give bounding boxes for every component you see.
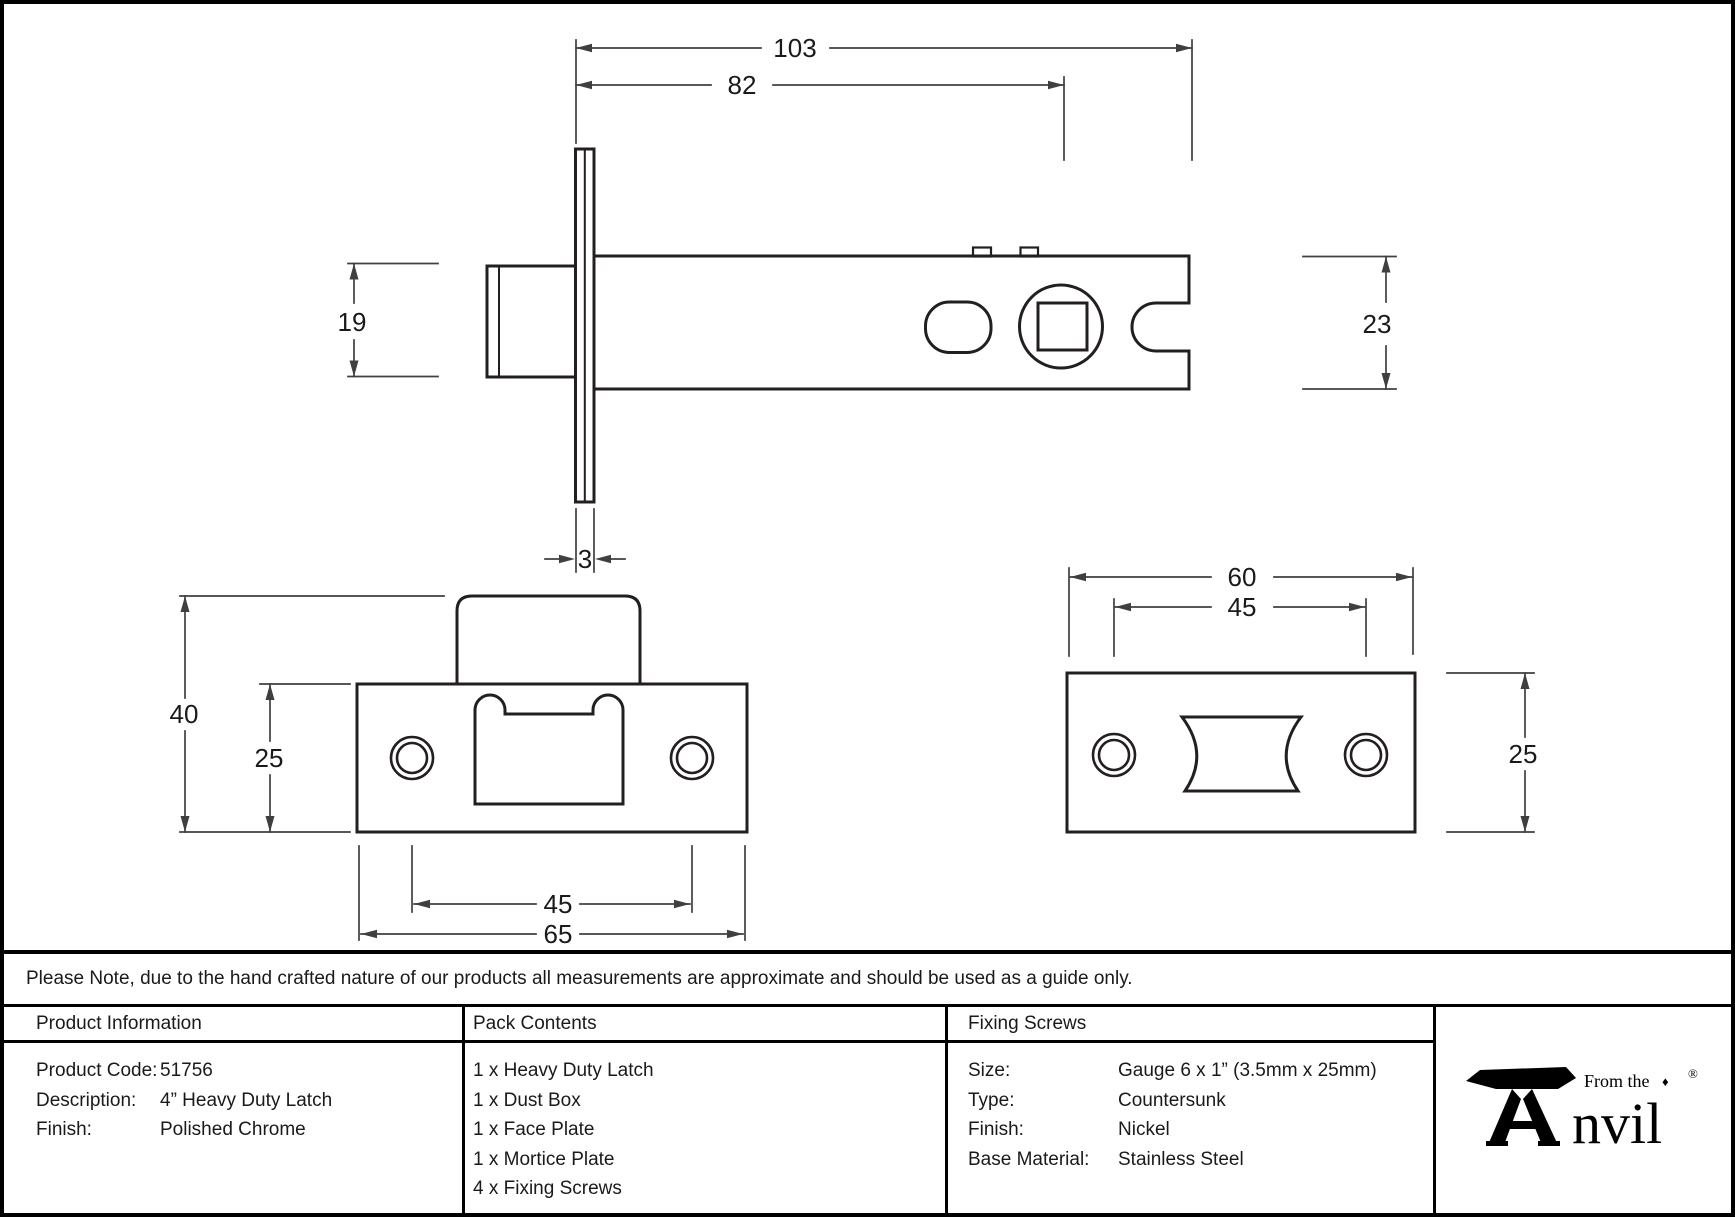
face-plate-outline (357, 596, 747, 832)
pack-item: 4 x Fixing Screws (473, 1178, 622, 1199)
side-view-arrowheads (350, 44, 1391, 563)
product-information-column (4, 1007, 462, 1213)
strike-plate-dimension-lines (1069, 568, 1534, 832)
screw-type-row (968, 1086, 1433, 1116)
latch-side-outline (487, 149, 1189, 502)
dim-backset: 82 (727, 70, 757, 100)
case-slot (926, 302, 992, 353)
pack-contents-column (462, 1007, 945, 1213)
pack-item: 1 x Mortice Plate (473, 1148, 615, 1170)
logo-anvil-text: nvil (1571, 1091, 1662, 1155)
fixing-screws-column (945, 1007, 1433, 1213)
strike-plate (1067, 673, 1415, 832)
measurement-note-text: Please Note, due to the hand crafted nature of our products all measurements are approximate and should be used as a guide only. (26, 968, 1133, 989)
face-plate (357, 684, 747, 832)
screw-size-label: Size: (968, 1060, 1011, 1081)
base-material-row (968, 1145, 1433, 1175)
pack-contents-header: Pack Contents (465, 1007, 945, 1043)
dim-plate-width: 65 (543, 919, 573, 949)
dim-screw-centres: 45 (543, 889, 573, 919)
product-code-label: Product Code: (36, 1060, 158, 1081)
brand-logo-cell (1433, 1007, 1731, 1213)
dust-box-tab (457, 596, 640, 684)
strike-plate-outline (1067, 673, 1415, 832)
strike-plate-arrowheads (1070, 573, 1530, 832)
side-view-dimension-lines (348, 40, 1396, 572)
face-plate-drawing (170, 596, 747, 949)
screw-size-value: Gauge 6 x 1” (3.5mm x 25mm) (1118, 1060, 1377, 1081)
finish-row (36, 1115, 462, 1145)
dim-bolt-height: 19 (337, 307, 367, 337)
screw-type-label: Type: (968, 1089, 1015, 1111)
dim-overall-height: 40 (169, 699, 199, 729)
latch-bolt (487, 266, 576, 377)
product-code-row (36, 1056, 462, 1086)
latch-case (594, 256, 1189, 389)
pack-item: 1 x Face Plate (473, 1119, 595, 1140)
dim-case-height: 23 (1362, 309, 1392, 339)
logo-registered-mark: ® (1687, 1066, 1698, 1081)
strike-cutout (1182, 717, 1301, 791)
base-material-value: Stainless Steel (1118, 1148, 1244, 1170)
measurement-note-bar (4, 950, 1731, 1007)
finish-label: Finish: (36, 1119, 92, 1140)
dim-plate-height: 25 (254, 743, 284, 773)
screw-finish-label: Finish: (968, 1119, 1024, 1140)
description-label: Description: (36, 1089, 137, 1111)
side-view-drawing (338, 33, 1396, 574)
description-row (36, 1086, 462, 1116)
logo-diamond: ♦ (1661, 1074, 1669, 1089)
spindle-square-hole (1038, 303, 1087, 350)
description-value: 4” Heavy Duty Latch (160, 1089, 333, 1111)
anvil-icon (1466, 1067, 1576, 1146)
screw-type-value: Countersunk (1118, 1089, 1226, 1111)
dim-strike-screw-centres: 45 (1227, 592, 1257, 622)
product-information-header: Product Information (4, 1007, 462, 1043)
spec-table (4, 1007, 1731, 1213)
dim-faceplate-thickness: 3 (577, 544, 593, 574)
from-the-anvil-logo (1466, 1065, 1702, 1155)
base-material-label: Base Material: (968, 1148, 1090, 1170)
screw-size-row (968, 1056, 1433, 1086)
screw-finish-row (968, 1115, 1433, 1145)
dim-strike-width: 60 (1227, 562, 1257, 592)
fixing-screws-header: Fixing Screws (948, 1007, 1433, 1043)
latch-cutout (475, 695, 623, 804)
product-code-value: 51756 (160, 1060, 213, 1081)
strike-plate-drawing (1067, 562, 1537, 832)
pack-item: 1 x Heavy Duty Latch (473, 1060, 654, 1081)
finish-value: Polished Chrome (160, 1119, 306, 1140)
technical-drawing-svg (4, 4, 1735, 950)
dim-overall-length: 103 (773, 33, 817, 63)
pack-item: 1 x Dust Box (473, 1089, 581, 1111)
logo-from-the-text: From the (1583, 1071, 1649, 1091)
screw-finish-value: Nickel (1118, 1119, 1170, 1140)
dim-strike-height: 25 (1508, 739, 1538, 769)
spindle-follower (1020, 285, 1103, 368)
